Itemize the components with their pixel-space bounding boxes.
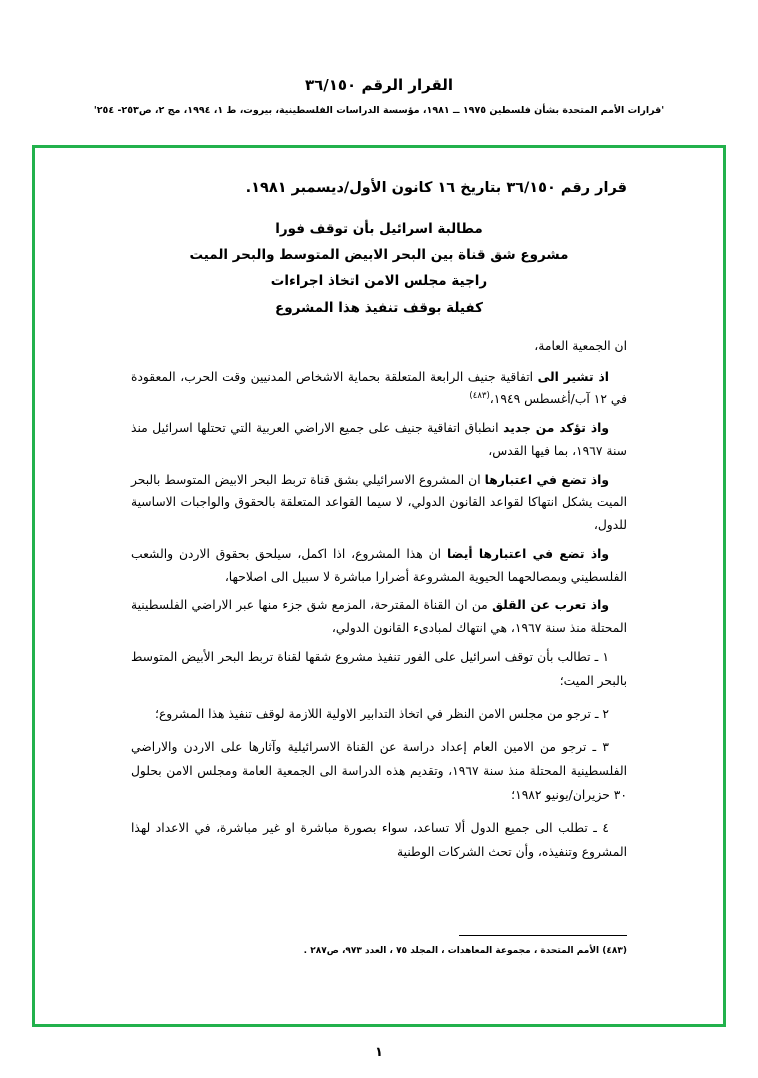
resolution-reference: قرار رقم ٣٦/١٥٠ بتاريخ ١٦ كانون الأول/ديسمبر ١٩٨١. <box>245 180 627 196</box>
heading-line-2: مشروع شق قناة بين البحر الابيض المتوسط والبحر الميت <box>189 247 569 264</box>
preamble-paragraph-5 <box>131 594 627 639</box>
preamble-1-prefix: اذ تشير الى <box>537 369 609 384</box>
preamble-4-prefix: واذ تضع في اعتبارها أيضا <box>446 546 609 561</box>
operative-item-2: ٢ ـ ترجو من مجلس الامن النظر في اتخاذ التدابير الاولية اللازمة لوقف تنفيذ هذا المشروع؛ <box>155 706 609 721</box>
page-header <box>0 0 758 117</box>
footnote-marker: (٤٨٣) <box>469 391 490 402</box>
footnote-divider <box>459 935 627 936</box>
preamble-paragraph-1 <box>131 366 627 411</box>
heading-line-1: مطالبة اسرائيل بأن توقف فورا <box>275 220 483 237</box>
preamble-2-prefix: واذ تؤكد من جديد <box>503 421 609 436</box>
operative-item-3: ٣ ـ ترجو من الامين العام إعداد دراسة عن القناة الاسرائيلية وآثارها على الاردن والاراضي الفلسطينية المحتلة منذ سنة ١٩٦٧، وتقديم هذه الدراسة الى الجمعية العامة ومجلس الامن بحلول ٣٠ حزيران/يونيو ١٩٨٢؛ <box>131 739 627 802</box>
preamble-4-text: ان هذا المشروع، اذا اكمل، سيلحق بحقوق الاردن والشعب الفلسطيني وبمصالحهما الحيوية المشروعة أضرارا مباشرة لا سبيل الى اصلاحها، <box>131 546 627 584</box>
preamble-1-text: اتفاقية جنيف الرابعة المتعلقة بحماية الاشخاص المدنيين وقت الحرب، المعقودة في ١٢ آب/أغسطس ١٩٤٩، <box>131 369 627 407</box>
content-frame <box>32 145 726 1027</box>
opening-line: ان الجمعية العامة، <box>534 339 627 353</box>
preamble-paragraph-2 <box>131 417 627 462</box>
footnote-area <box>131 935 627 958</box>
preamble-5-prefix: واذ تعرب عن القلق <box>492 598 609 613</box>
operative-item-1: ١ ـ تطالب بأن توقف اسرائيل على الفور تنفيذ مشروع شقها لقناة تربط البحر الأبيض المتوسط بالبحر الميت؛ <box>131 649 627 688</box>
heading-line-3: راجية مجلس الامن اتخاذ اجراءات <box>270 273 488 290</box>
preamble-2-text: انطباق اتفاقية جنيف على جميع الاراضي العربية التي تحتلها اسرائيل منذ سنة ١٩٦٧، بما فيها القدس، <box>131 421 627 458</box>
operative-item-4: ٤ ـ تطلب الى جميع الدول ألا تساعد، سواء بصورة مباشرة او غير مباشرة، في الاعداد لهذا المشروع وتنفيذه، وأن تحث الشركات الوطنية <box>131 820 627 859</box>
page-title: القرار الرقم ٣٦/١٥٠ <box>304 76 454 94</box>
resolution-heading <box>131 216 627 321</box>
preamble-paragraph-3 <box>131 469 627 537</box>
preamble-paragraph-4 <box>131 543 627 588</box>
preamble-3-text: ان المشروع الاسرائيلي بشق قناة تربط البحر الابيض المتوسط بالبحر الميت يشكل انتهاكا لقواعد القانون الدولي، لا سيما القواعد المتعلقة بالحقوق والواجبات الاساسية للدول، <box>131 472 627 533</box>
page-number: ١ <box>375 1045 383 1060</box>
footnote-text: (٤٨٣) الأمم المتحدة ، مجموعة المعاهدات ، المجلد ٧٥ ، العدد ٩٧٣، ص٢٨٧ . <box>303 946 627 957</box>
heading-line-4: كفيلة بوقف تنفيذ هذا المشروع <box>275 299 483 316</box>
preamble-5-text: من ان القناة المقترحة، المزمع شق جزء منها عبر الاراضي الفلسطينية المحتلة منذ سنة ١٩٦٧، هي انتهاك لمبادىء القانون الدولي، <box>131 598 627 636</box>
preamble-3-prefix: واذ تضع في اعتبارها <box>484 472 609 487</box>
source-citation: 'قرارات الأمم المتحدة بشأن فلسطين ١٩٧٥ ــ ١٩٨١، مؤسسة الدراسات الفلسطينية، بيروت، ط ١، ١٩٩٤، مج ٢، ص٢٥٣- ٢٥٤' <box>93 104 665 116</box>
